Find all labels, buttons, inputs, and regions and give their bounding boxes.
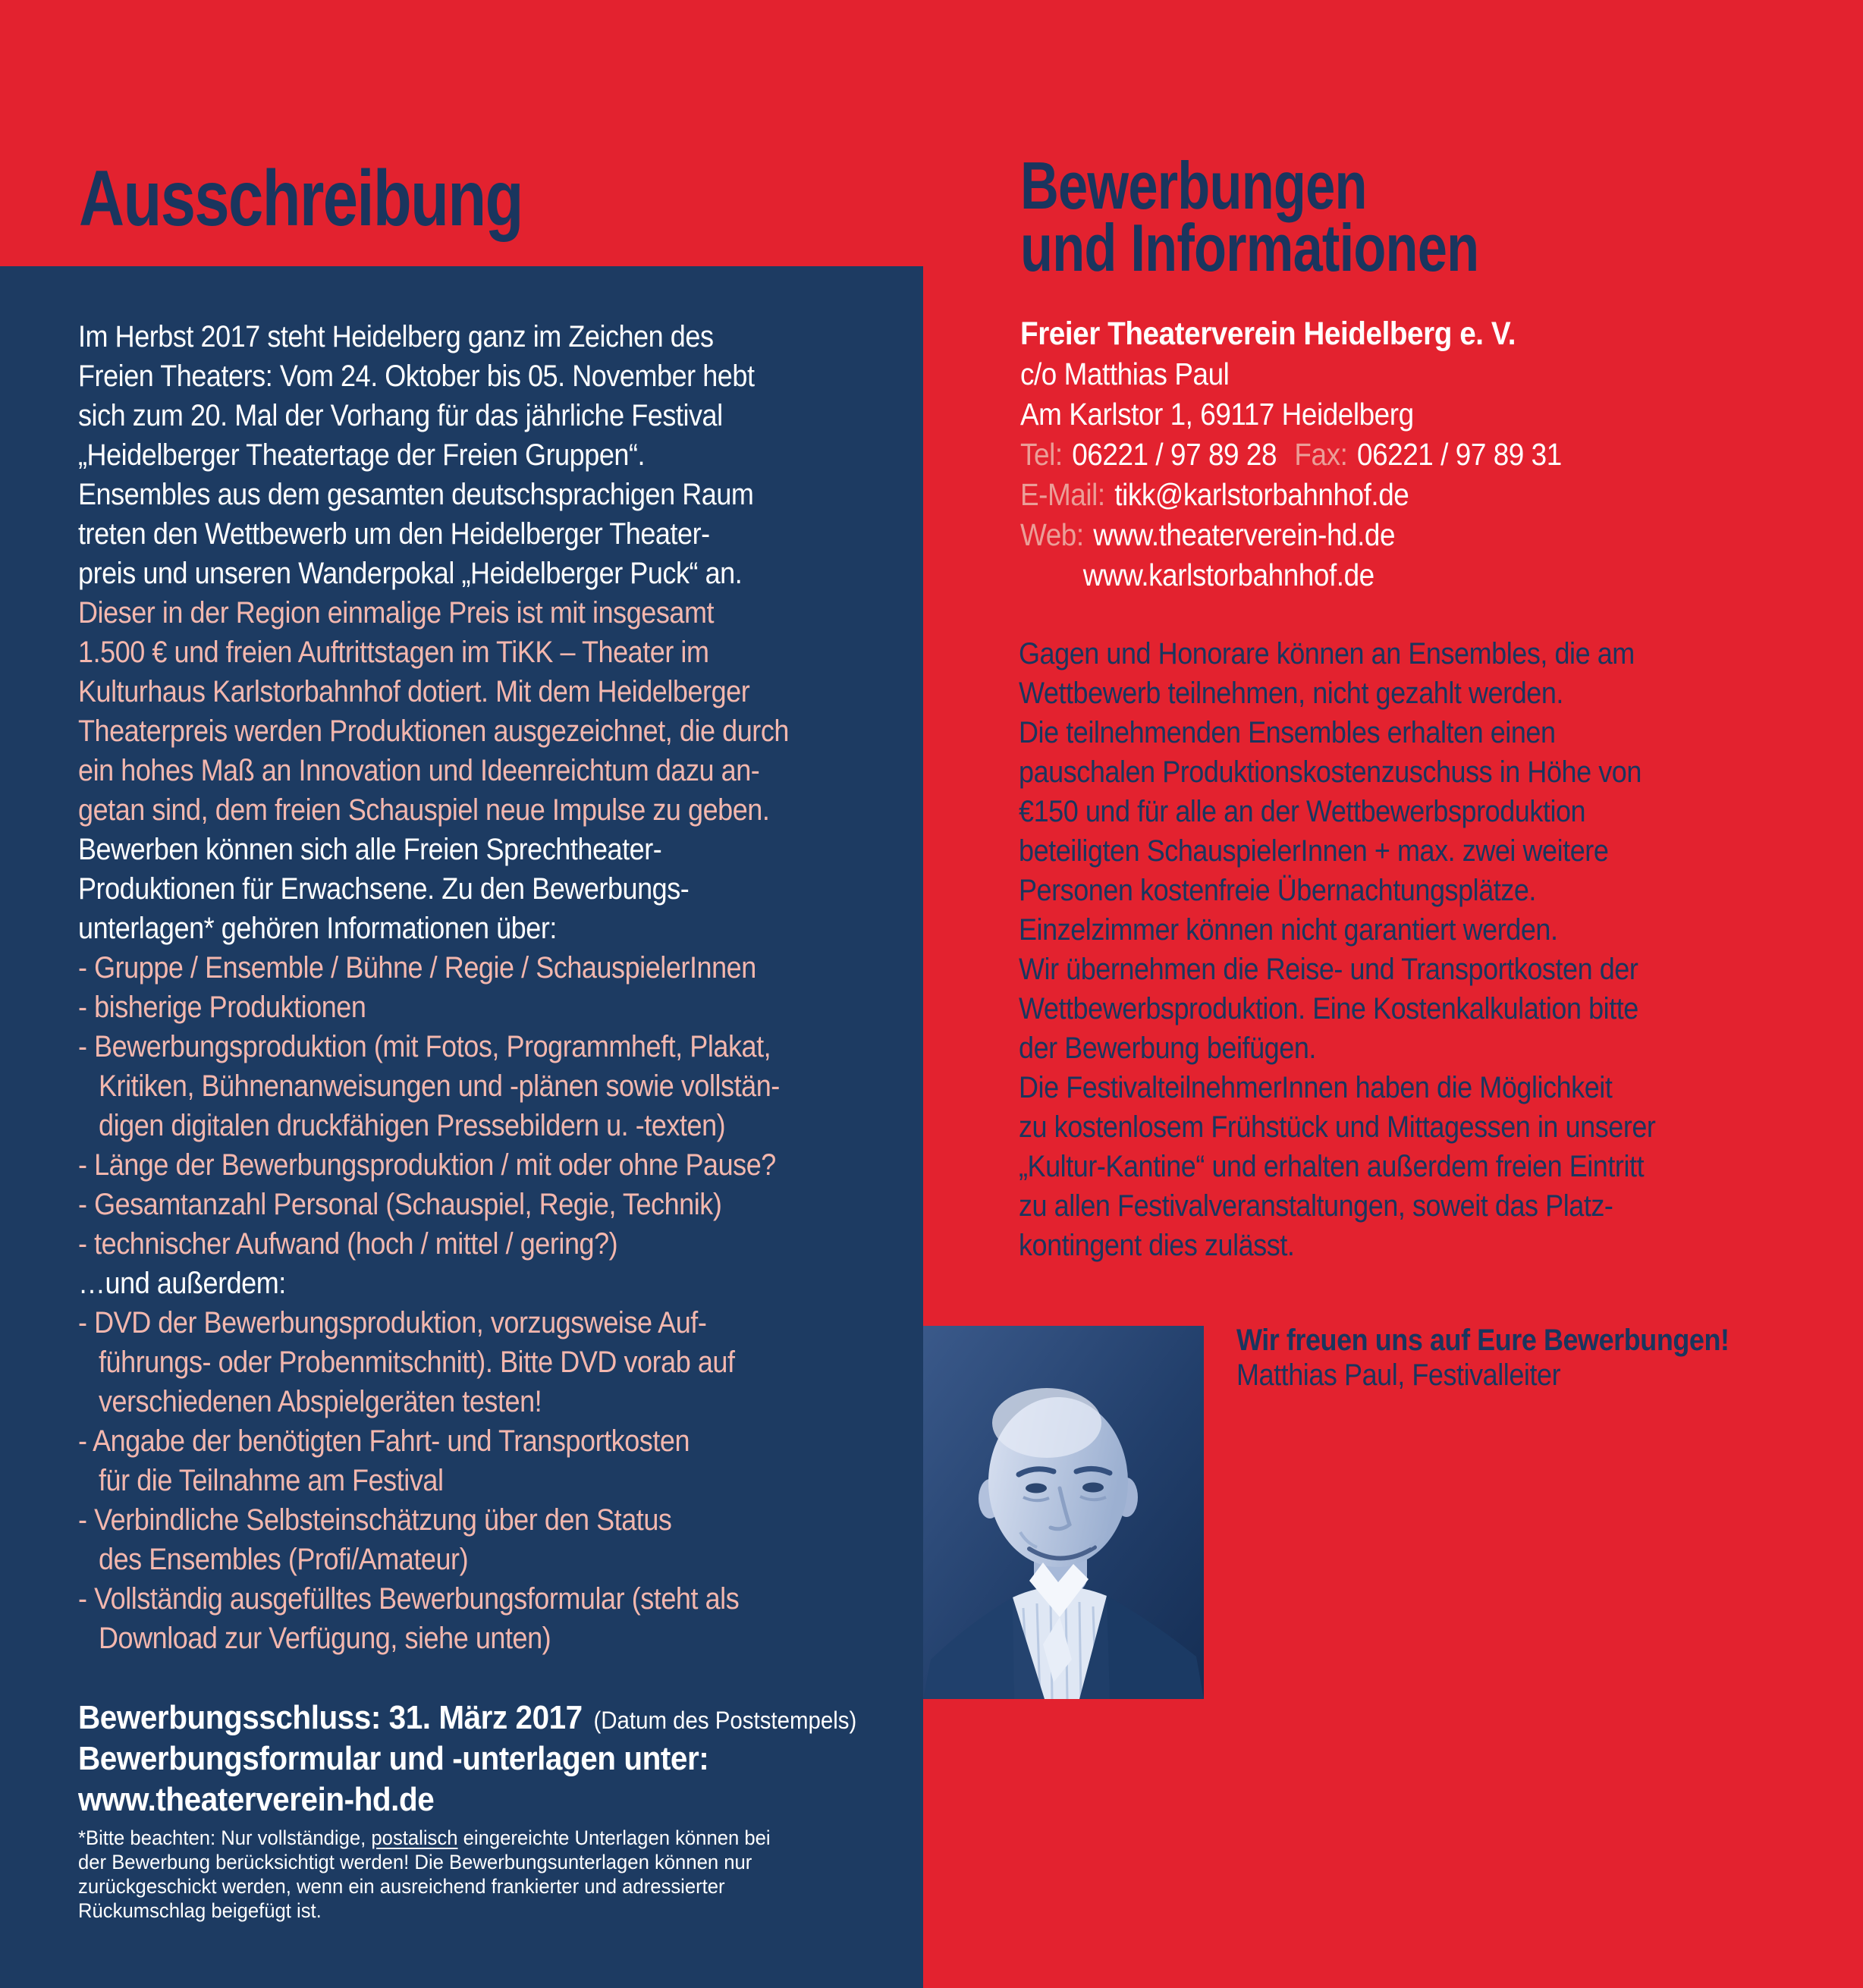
text-line: der Bewerbung beifügen.	[1019, 1032, 1316, 1065]
list-item: - Bewerbungsproduktion (mit Fotos, Programmheft, Plakat,	[78, 1030, 771, 1063]
footnote-text: eingereichte Unterlagen können bei	[457, 1826, 771, 1849]
closing-headline: Wir freuen uns auf Eure Bewerbungen!	[1236, 1324, 1729, 1357]
list-item-continuation: führungs- oder Probenmitschnitt). Bitte DVD vorab auf	[99, 1346, 735, 1379]
text-line: ein hohes Maß an Innovation und Ideenreichtum dazu an-	[78, 754, 760, 787]
right-heading	[1020, 148, 1479, 285]
portrait-photo-matthias-paul	[923, 1326, 1204, 1699]
text-line: 1.500 € und freien Auftrittstagen im TiKK – Theater im	[78, 636, 709, 669]
tel-label: Tel:	[1020, 437, 1063, 472]
text-line: getan sind, dem freien Schauspiel neue Impulse zu geben.	[78, 793, 770, 827]
text-line: Wir übernehmen die Reise- und Transportkosten der	[1019, 953, 1638, 986]
text-line: zu allen Festivalveranstaltungen, soweit das Platz-	[1019, 1189, 1613, 1223]
contact-email-line	[1020, 475, 1562, 515]
email-label: E-Mail:	[1020, 477, 1105, 512]
text-line: Personen kostenfreie Übernachtungsplätze.	[1019, 874, 1536, 907]
fax-number: 06221 / 97 89 31	[1357, 437, 1562, 472]
text-line: zu kostenlosem Frühstück und Mittagessen in unserer	[1019, 1110, 1656, 1144]
text-line: beteiligten SchauspielerInnen + max. zwei weitere	[1019, 834, 1609, 868]
text-line: …und außerdem:	[78, 1267, 286, 1300]
text-line: Gagen und Honorare können an Ensembles, die am	[1019, 637, 1635, 671]
fax-label: Fax:	[1294, 437, 1348, 472]
list-item: - Verbindliche Selbsteinschätzung über den Status	[78, 1503, 672, 1537]
contact-name: Freier Theaterverein Heidelberg e. V.	[1020, 316, 1516, 352]
footnote-line	[78, 1826, 771, 1850]
form-info-line: Bewerbungsformular und -unterlagen unter:	[78, 1740, 709, 1777]
list-item-continuation: für die Teilnahme am Festival	[99, 1464, 444, 1497]
list-item-continuation: verschiedenen Abspielgeräten testen!	[99, 1385, 542, 1418]
web-url-2: www.karlstorbahnhof.de	[1082, 557, 1374, 592]
list-item: - Angabe der benötigten Fahrt- und Transportkosten	[78, 1424, 690, 1458]
text-line: Bewerben können sich alle Freien Sprechtheater-	[78, 833, 662, 866]
text-line: Theaterpreis werden Produktionen ausgezeichnet, die durch	[78, 714, 789, 748]
left-body-text	[78, 317, 928, 1658]
list-item: - Gruppe / Ensemble / Bühne / Regie / SchauspielerInnen	[78, 951, 756, 985]
web-url: www.theaterverein-hd.de	[1093, 517, 1396, 552]
email-address: tikk@karlstorbahnhof.de	[1114, 477, 1409, 512]
footnote-line: Rückumschlag beigefügt ist.	[78, 1899, 322, 1922]
right-body-text	[1019, 634, 1863, 1265]
text-line: pauschalen Produktionskostenzuschuss in Höhe von	[1019, 755, 1642, 789]
closing-block	[1236, 1323, 1784, 1393]
text-line: unterlagen* gehören Informationen über:	[78, 912, 557, 945]
list-item: - Vollständig ausgefülltes Bewerbungsformular (steht als	[78, 1582, 740, 1616]
text-line: preis und unseren Wanderpokal „Heidelberger Puck“ an.	[78, 557, 743, 590]
list-item: - Gesamtanzahl Personal (Schauspiel, Regie, Technik)	[78, 1188, 722, 1221]
text-line: Produktionen für Erwachsene. Zu den Bewerbungs-	[78, 872, 690, 906]
text-line: Wettbewerb teilnehmen, nicht gezahlt werden.	[1019, 677, 1563, 710]
list-item-continuation: digen digitalen druckfähigen Pressebildern u. -texten)	[99, 1109, 726, 1142]
text-line: „Kultur-Kantine“ und erhalten außerdem freien Eintritt	[1019, 1150, 1645, 1183]
text-line: Die FestivalteilnehmerInnen haben die Möglichkeit	[1019, 1071, 1613, 1104]
footnote-text: *Bitte beachten: Nur vollständige,	[78, 1826, 372, 1849]
text-line: „Heidelberger Theatertage der Freien Gruppen“.	[78, 438, 646, 472]
text-line: Wettbewerbsproduktion. Eine Kostenkalkulation bitte	[1019, 992, 1638, 1025]
tel-number: 06221 / 97 89 28	[1072, 437, 1277, 472]
right-heading-line1: Bewerbungen	[1020, 148, 1367, 223]
web-label: Web:	[1020, 517, 1084, 552]
text-line: Kulturhaus Karlstorbahnhof dotiert. Mit dem Heidelberger	[78, 675, 750, 708]
deadline-block	[78, 1697, 925, 1820]
footnote-line: der Bewerbung berücksichtigt werden! Die Bewerbungsunterlagen können nur	[78, 1851, 752, 1873]
text-line: treten den Wettbewerb um den Heidelberger Theater-	[78, 517, 710, 551]
contact-block	[1020, 314, 1622, 595]
contact-address: Am Karlstor 1, 69117 Heidelberg	[1020, 397, 1414, 432]
list-item-continuation: Kritiken, Bühnenanweisungen und -plänen sowie vollstän-	[99, 1069, 780, 1103]
text-line: Ensembles aus dem gesamten deutschsprachigen Raum	[78, 478, 754, 511]
deadline-note: (Datum des Poststempels)	[593, 1707, 857, 1734]
text-line: €150 und für alle an der Wettbewerbsproduktion	[1019, 795, 1586, 828]
deadline-text: Bewerbungsschluss: 31. März 2017	[78, 1699, 583, 1736]
list-item: - Länge der Bewerbungsproduktion / mit oder ohne Pause?	[78, 1148, 776, 1182]
portrait-illustration	[923, 1326, 1204, 1699]
deadline-line	[78, 1697, 856, 1738]
list-item: - bisherige Produktionen	[78, 991, 366, 1024]
left-heading: Ausschreibung	[79, 155, 523, 243]
footnote	[78, 1826, 807, 1923]
text-line: Im Herbst 2017 steht Heidelberg ganz im Zeichen des	[78, 320, 714, 353]
contact-phone-line	[1020, 435, 1562, 475]
text-line: Dieser in der Region einmalige Preis ist mit insgesamt	[78, 596, 715, 630]
contact-co: c/o Matthias Paul	[1020, 356, 1230, 391]
list-item-continuation: des Ensembles (Profi/Amateur)	[99, 1543, 469, 1576]
list-item: - DVD der Bewerbungsproduktion, vorzugsweise Auf-	[78, 1306, 707, 1339]
text-line: Einzelzimmer können nicht garantiert werden.	[1019, 913, 1558, 947]
footnote-underlined-word: postalisch	[371, 1826, 458, 1849]
text-line: sich zum 20. Mal der Vorhang für das jährliche Festival	[78, 399, 723, 432]
text-line: Freien Theaters: Vom 24. Oktober bis 05. November hebt	[78, 360, 755, 393]
contact-web-line	[1020, 515, 1562, 555]
text-line: Die teilnehmenden Ensembles erhalten einen	[1019, 716, 1556, 749]
text-line: kontingent dies zulässt.	[1019, 1229, 1295, 1262]
list-item: - technischer Aufwand (hoch / mittel / gering?)	[78, 1227, 618, 1261]
footnote-line: zurückgeschickt werden, wenn ein ausreichend frankierter und adressierter	[78, 1875, 725, 1898]
right-heading-line2: und Informationen	[1020, 210, 1479, 285]
closing-signature: Matthias Paul, Festivalleiter	[1236, 1358, 1561, 1392]
form-url: www.theaterverein-hd.de	[78, 1781, 435, 1818]
list-item-continuation: Download zur Verfügung, siehe unten)	[99, 1622, 551, 1655]
